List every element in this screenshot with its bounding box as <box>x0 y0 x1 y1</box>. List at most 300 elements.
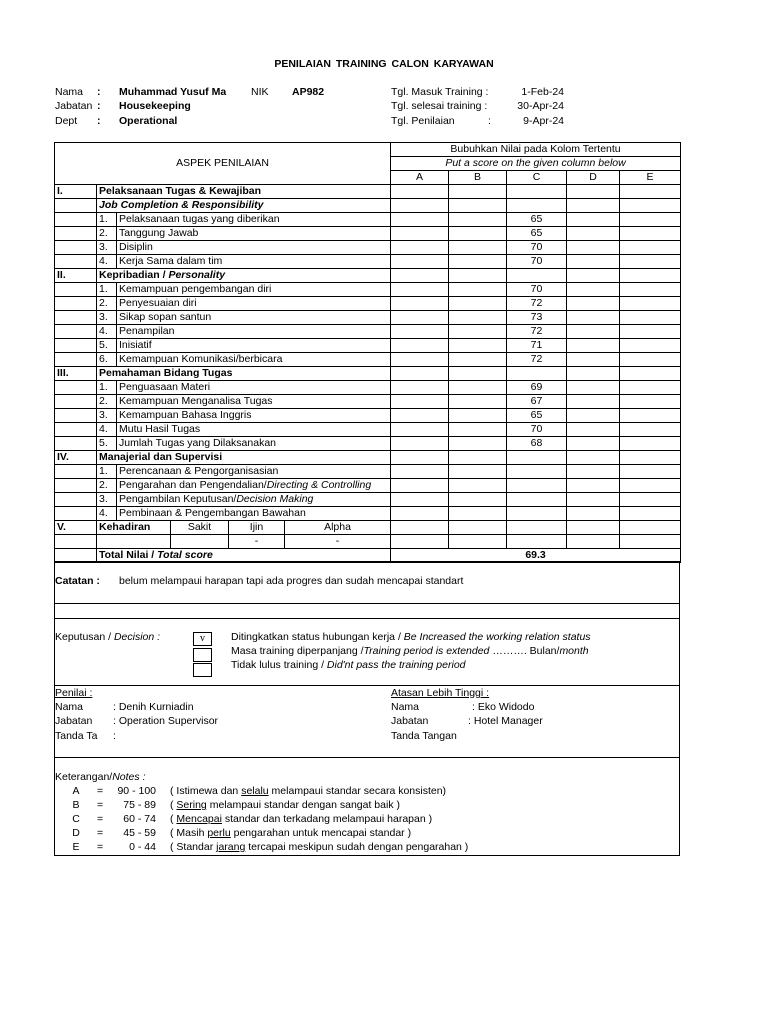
tgl-selesai-value: 30-Apr-24 <box>517 100 564 112</box>
score-cell-a[interactable] <box>391 283 449 297</box>
score-cell-c[interactable]: 70 <box>507 283 567 297</box>
atasan-nama: : Eko Widodo <box>472 701 535 713</box>
table-row <box>55 283 681 297</box>
score-cell-a[interactable] <box>391 213 449 227</box>
score-cell-e[interactable] <box>620 199 681 213</box>
item-label <box>117 395 391 409</box>
text-span: Pelaksanaan tugas yang diberikan <box>119 213 280 225</box>
section-title <box>97 367 391 381</box>
score-cell-a[interactable] <box>391 297 449 311</box>
decision-checkbox-extend[interactable] <box>193 648 212 662</box>
table-row <box>55 395 681 409</box>
score-cell-e[interactable] <box>620 283 681 297</box>
score-cell-d[interactable] <box>567 381 620 395</box>
score-cell-d[interactable] <box>567 241 620 255</box>
score-cell-d[interactable] <box>567 465 620 479</box>
section-title <box>97 451 391 465</box>
penilai-jabatan: : Operation Supervisor <box>113 715 219 727</box>
score-cell-b[interactable] <box>449 535 507 549</box>
text-span: Pemahaman Bidang Tugas <box>99 367 233 379</box>
text-span: Kepribadian / <box>99 269 169 281</box>
table-row <box>55 493 681 507</box>
empty-cell <box>55 395 97 409</box>
tgl-selesai-label: Tgl. selesai training : <box>391 100 488 112</box>
score-cell-c[interactable]: 71 <box>507 339 567 353</box>
score-cell-c[interactable]: 68 <box>507 437 567 451</box>
note-text: tercapai meskipun sudah dengan pengarahan ) <box>245 841 469 853</box>
note-text: ( Istimewa dan <box>170 785 242 797</box>
score-cell-d[interactable] <box>567 451 620 465</box>
table-row <box>55 297 681 311</box>
section-number: III. <box>55 367 97 381</box>
nik-value: AP982 <box>292 86 325 98</box>
item-label <box>117 339 391 353</box>
score-cell-c[interactable] <box>507 465 567 479</box>
col-header-e: E <box>620 171 681 185</box>
score-cell-b[interactable] <box>449 241 507 255</box>
score-cell-a[interactable] <box>391 199 449 213</box>
empty-cell <box>55 535 97 549</box>
score-cell-c[interactable] <box>507 507 567 521</box>
col-header-c: C <box>507 171 567 185</box>
score-cell-b[interactable] <box>449 227 507 241</box>
score-cell-b[interactable] <box>449 255 507 269</box>
item-number: 4. <box>97 255 117 269</box>
score-cell-d[interactable] <box>567 311 620 325</box>
text-span: Disiplin <box>119 241 153 253</box>
score-cell-c[interactable]: 70 <box>507 255 567 269</box>
score-cell-e[interactable] <box>620 185 681 199</box>
text-span: Penampilan <box>119 325 175 337</box>
text-span: Kemampuan Komunikasi/berbicara <box>119 353 283 365</box>
item-number: 1. <box>97 283 117 297</box>
item-label <box>117 507 391 521</box>
note-grade: D <box>72 827 80 839</box>
sakit-header: Sakit <box>171 521 229 535</box>
table-row <box>55 311 681 325</box>
score-cell-d[interactable] <box>567 339 620 353</box>
table-row <box>55 339 681 353</box>
note-description <box>170 841 468 853</box>
score-cell-b[interactable] <box>449 465 507 479</box>
table-row <box>55 465 681 479</box>
catatan-text: belum melampaui harapan tapi ada progres dan sudah mencapai standart <box>119 575 464 587</box>
score-cell-e[interactable] <box>620 465 681 479</box>
nama-colon: : <box>97 86 101 98</box>
note-range: 60 - 74 <box>123 813 156 825</box>
item-number: 2. <box>97 227 117 241</box>
item-label <box>117 325 391 339</box>
note-text: selalu <box>241 785 269 797</box>
empty-cell <box>55 381 97 395</box>
note-grade: A <box>72 785 80 797</box>
aspek-header: ASPEK PENILAIAN <box>55 143 391 185</box>
score-cell-c[interactable] <box>507 367 567 381</box>
table-row <box>55 479 681 493</box>
score-cell-b[interactable] <box>449 311 507 325</box>
section-row <box>55 367 681 381</box>
catatan-label: Catatan : <box>55 575 100 587</box>
note-equals: = <box>97 785 104 797</box>
text-span: Perencanaan & Pengorganisasian <box>119 465 279 477</box>
item-number: 5. <box>97 437 117 451</box>
score-cell-b[interactable] <box>449 353 507 367</box>
score-cell-c[interactable]: 65 <box>507 213 567 227</box>
score-cell-d[interactable] <box>567 409 620 423</box>
table-row <box>55 381 681 395</box>
score-cell-d[interactable] <box>567 367 620 381</box>
nama-label: Nama <box>55 86 84 98</box>
item-label <box>117 241 391 255</box>
atasan-jabatan: : Hotel Manager <box>468 715 543 727</box>
score-header-2: Put a score on the given column below <box>391 157 681 171</box>
score-cell-a[interactable] <box>391 269 449 283</box>
note-text: jarang <box>216 841 246 853</box>
score-cell-e[interactable] <box>620 227 681 241</box>
score-cell-b[interactable] <box>449 297 507 311</box>
item-label <box>117 353 391 367</box>
score-cell-b[interactable] <box>449 493 507 507</box>
text-span: Inisiatif <box>119 339 152 351</box>
score-cell-d[interactable] <box>567 227 620 241</box>
score-cell-a[interactable] <box>391 423 449 437</box>
empty-cell <box>97 535 171 549</box>
section-number: II. <box>55 269 97 283</box>
score-cell-a[interactable] <box>391 325 449 339</box>
score-cell-d[interactable] <box>567 185 620 199</box>
section-number: IV. <box>55 451 97 465</box>
score-cell-b[interactable] <box>449 381 507 395</box>
score-cell-e[interactable] <box>620 395 681 409</box>
score-cell-e[interactable] <box>620 493 681 507</box>
score-cell-d[interactable] <box>567 423 620 437</box>
text-span: Directing & Controlling <box>266 479 372 491</box>
ijin-value[interactable]: - <box>229 535 285 549</box>
score-cell-a[interactable] <box>391 395 449 409</box>
table-row <box>55 213 681 227</box>
item-label <box>117 381 391 395</box>
score-cell-e[interactable] <box>620 437 681 451</box>
empty-cell <box>55 213 97 227</box>
score-cell-b[interactable] <box>449 521 507 535</box>
item-label <box>117 283 391 297</box>
score-cell-b[interactable] <box>449 325 507 339</box>
score-cell-d[interactable] <box>567 283 620 297</box>
item-number: 6. <box>97 353 117 367</box>
item-number: 2. <box>97 395 117 409</box>
score-cell-a[interactable] <box>391 409 449 423</box>
score-cell-c[interactable]: 70 <box>507 241 567 255</box>
score-cell-e[interactable] <box>620 269 681 283</box>
text-span: Pengarahan dan Pengendalian/ <box>119 479 267 491</box>
score-cell-c[interactable]: 67 <box>507 395 567 409</box>
empty-cell <box>55 465 97 479</box>
score-cell-e[interactable] <box>620 409 681 423</box>
item-number: 4. <box>97 423 117 437</box>
note-equals: = <box>97 799 104 811</box>
col-header-a: A <box>391 171 449 185</box>
score-cell-a[interactable] <box>391 437 449 451</box>
section-subtitle: Job Completion & Responsibility <box>97 199 391 213</box>
score-cell-c[interactable]: 72 <box>507 325 567 339</box>
table-row <box>55 227 681 241</box>
item-label <box>117 479 391 493</box>
item-number: 3. <box>97 409 117 423</box>
score-cell-b[interactable] <box>449 213 507 227</box>
score-cell-a[interactable] <box>391 493 449 507</box>
item-number: 4. <box>97 507 117 521</box>
dept-label: Dept <box>55 115 78 127</box>
section-row <box>55 451 681 465</box>
score-cell-c[interactable]: 65 <box>507 227 567 241</box>
empty-cell <box>55 325 97 339</box>
text-span: Pembinaan & Pengembangan Bawahan <box>119 507 306 519</box>
score-cell-c[interactable]: 73 <box>507 311 567 325</box>
score-cell-a[interactable] <box>391 255 449 269</box>
note-description <box>170 813 432 825</box>
alpha-value[interactable]: - <box>285 535 391 549</box>
decision-checkbox-increase[interactable]: v <box>193 632 212 646</box>
penilai-heading: Penilai : <box>55 687 93 699</box>
tgl-penilaian-value: 9-Apr-24 <box>523 115 564 127</box>
score-cell-c[interactable]: 69 <box>507 381 567 395</box>
score-cell-a[interactable] <box>391 339 449 353</box>
empty-cell <box>55 255 97 269</box>
item-number: 3. <box>97 493 117 507</box>
text-span: Sikap sopan santun <box>119 311 212 323</box>
score-cell-c[interactable] <box>507 479 567 493</box>
item-number: 4. <box>97 325 117 339</box>
score-cell-c[interactable]: 72 <box>507 297 567 311</box>
score-cell-b[interactable] <box>449 339 507 353</box>
note-range: 90 - 100 <box>117 785 156 797</box>
score-cell-b[interactable] <box>449 423 507 437</box>
score-cell-e[interactable] <box>620 381 681 395</box>
score-cell-c[interactable] <box>507 185 567 199</box>
text-span: Kemampuan Menganalisa Tugas <box>119 395 273 407</box>
empty-cell <box>55 507 97 521</box>
notes-label: Keterangan/Notes : <box>55 771 146 783</box>
empty-cell <box>55 283 97 297</box>
section-row <box>55 269 681 283</box>
score-cell-b[interactable] <box>449 395 507 409</box>
keputusan-label: Keputusan / Decision : <box>55 631 161 643</box>
score-cell-a[interactable] <box>391 451 449 465</box>
score-cell-e[interactable] <box>620 423 681 437</box>
dept-colon: : <box>97 115 101 127</box>
score-cell-e[interactable] <box>620 507 681 521</box>
score-cell-c[interactable]: 65 <box>507 409 567 423</box>
score-cell-b[interactable] <box>449 367 507 381</box>
score-cell-a[interactable] <box>391 465 449 479</box>
score-cell-a[interactable] <box>391 535 449 549</box>
catatan-spacer-row <box>54 603 680 619</box>
table-row <box>55 353 681 367</box>
score-cell-e[interactable] <box>620 535 681 549</box>
decision-option-fail: Tidak lulus training / Did'nt pass the training period <box>231 659 466 671</box>
score-cell-c[interactable] <box>507 493 567 507</box>
note-text: ( Standar <box>170 841 217 853</box>
score-cell-b[interactable] <box>449 479 507 493</box>
col-header-b: B <box>449 171 507 185</box>
score-cell-e[interactable] <box>620 339 681 353</box>
kehadiran-row <box>55 521 681 535</box>
score-cell-a[interactable] <box>391 507 449 521</box>
item-label <box>117 213 391 227</box>
section-subtitle-row <box>55 199 681 213</box>
score-cell-a[interactable] <box>391 479 449 493</box>
score-cell-d[interactable] <box>567 353 620 367</box>
score-cell-a[interactable] <box>391 381 449 395</box>
penilai-jabatan-label: Jabatan <box>55 715 93 727</box>
score-cell-e[interactable] <box>620 297 681 311</box>
score-cell-c[interactable]: 72 <box>507 353 567 367</box>
score-cell-a[interactable] <box>391 185 449 199</box>
decision-checkbox-fail[interactable] <box>193 663 212 677</box>
item-label <box>117 409 391 423</box>
tgl-penilaian-label: Tgl. Penilaian <box>391 115 455 127</box>
page-title: PENILAIAN TRAINING CALON KARYAWAN <box>274 58 494 70</box>
assessment-table <box>54 142 681 563</box>
sakit-value[interactable] <box>171 535 229 549</box>
score-cell-b[interactable] <box>449 507 507 521</box>
penilai-nama: : Denih Kurniadin <box>113 701 194 713</box>
score-cell-d[interactable] <box>567 199 620 213</box>
table-row <box>55 423 681 437</box>
score-cell-d[interactable] <box>567 521 620 535</box>
note-range: 45 - 59 <box>123 827 156 839</box>
jabatan-value: Housekeeping <box>119 100 191 112</box>
text-span: Mutu Hasil Tugas <box>119 423 201 435</box>
note-text: perlu <box>207 827 231 839</box>
score-cell-e[interactable] <box>620 367 681 381</box>
decision-option-increase: Ditingkatkan status hubungan kerja / Be Increased the working relation status <box>231 631 591 643</box>
item-number: 1. <box>97 381 117 395</box>
nama-value: Muhammad Yusuf Ma <box>119 86 227 98</box>
score-cell-c[interactable] <box>507 199 567 213</box>
note-range: 0 - 44 <box>129 841 156 853</box>
score-cell-a[interactable] <box>391 353 449 367</box>
score-cell-d[interactable] <box>567 437 620 451</box>
score-cell-b[interactable] <box>449 451 507 465</box>
penilai-nama-label: Nama <box>55 701 84 713</box>
score-cell-a[interactable] <box>391 367 449 381</box>
score-cell-c[interactable] <box>507 269 567 283</box>
table-row <box>55 437 681 451</box>
score-cell-c[interactable] <box>507 451 567 465</box>
table-row <box>55 507 681 521</box>
score-cell-b[interactable] <box>449 185 507 199</box>
score-cell-d[interactable] <box>567 535 620 549</box>
score-cell-c[interactable] <box>507 535 567 549</box>
score-cell-e[interactable] <box>620 325 681 339</box>
score-cell-e[interactable] <box>620 255 681 269</box>
ijin-header: Ijin <box>229 521 285 535</box>
score-cell-c[interactable]: 70 <box>507 423 567 437</box>
jabatan-label: Jabatan <box>55 100 93 112</box>
score-cell-a[interactable] <box>391 311 449 325</box>
score-cell-b[interactable] <box>449 199 507 213</box>
score-cell-d[interactable] <box>567 479 620 493</box>
score-cell-a[interactable] <box>391 227 449 241</box>
score-cell-b[interactable] <box>449 269 507 283</box>
note-text: ( <box>170 799 177 811</box>
note-grade: C <box>72 813 80 825</box>
score-cell-e[interactable] <box>620 451 681 465</box>
score-cell-b[interactable] <box>449 409 507 423</box>
atasan-heading: Atasan Lebih Tinggi : <box>391 687 490 699</box>
score-cell-a[interactable] <box>391 521 449 535</box>
score-cell-d[interactable] <box>567 213 620 227</box>
item-number: 2. <box>97 479 117 493</box>
note-text: ( Masih <box>170 827 208 839</box>
empty-cell <box>55 437 97 451</box>
nik-label: NIK <box>251 86 269 98</box>
section-row <box>55 185 681 199</box>
item-number: 5. <box>97 339 117 353</box>
table-row <box>55 409 681 423</box>
note-equals: = <box>97 841 104 853</box>
note-text: pengarahan untuk mencapai standar ) <box>230 827 412 839</box>
note-equals: = <box>97 827 104 839</box>
text-span: Penyesuaian diri <box>119 297 197 309</box>
item-label <box>117 297 391 311</box>
section-number: V. <box>55 521 97 535</box>
score-cell-e[interactable] <box>620 353 681 367</box>
tgl-penilaian-colon: : <box>488 115 491 127</box>
atasan-ttd-label: Tanda Tangan <box>391 730 457 742</box>
text-span: Decision Making <box>236 493 314 505</box>
item-label <box>117 423 391 437</box>
score-cell-a[interactable] <box>391 241 449 255</box>
score-cell-d[interactable] <box>567 493 620 507</box>
total-score: 69.3 <box>391 549 681 563</box>
score-cell-d[interactable] <box>567 255 620 269</box>
item-label <box>117 465 391 479</box>
score-cell-e[interactable] <box>620 479 681 493</box>
col-header-d: D <box>567 171 620 185</box>
tgl-masuk-value: 1-Feb-24 <box>521 86 564 98</box>
decision-option-extend: Masa training diperpanjang /Training period is extended ………. Bulan/month <box>231 645 589 657</box>
note-range: 75 - 89 <box>123 799 156 811</box>
text-span: Total Nilai / <box>99 549 158 561</box>
score-cell-e[interactable] <box>620 213 681 227</box>
score-cell-d[interactable] <box>567 395 620 409</box>
score-cell-e[interactable] <box>620 241 681 255</box>
score-cell-b[interactable] <box>449 437 507 451</box>
score-cell-e[interactable] <box>620 521 681 535</box>
score-cell-e[interactable] <box>620 311 681 325</box>
penilai-ttd: : <box>113 730 116 742</box>
empty-cell <box>55 199 97 213</box>
item-number: 1. <box>97 465 117 479</box>
score-cell-c[interactable] <box>507 521 567 535</box>
text-span: Pelaksanaan Tugas & Kewajiban <box>99 185 262 197</box>
score-cell-b[interactable] <box>449 283 507 297</box>
score-cell-d[interactable] <box>567 269 620 283</box>
text-span: Pengambilan Keputusan/ <box>119 493 237 505</box>
score-cell-d[interactable] <box>567 297 620 311</box>
score-cell-d[interactable] <box>567 507 620 521</box>
note-text: Mencapai <box>176 813 222 825</box>
table-row <box>55 241 681 255</box>
score-cell-d[interactable] <box>567 325 620 339</box>
section-title <box>97 185 391 199</box>
empty-cell <box>55 493 97 507</box>
section-number: I. <box>55 185 97 199</box>
note-equals: = <box>97 813 104 825</box>
text-span: Penguasaan Materi <box>119 381 211 393</box>
